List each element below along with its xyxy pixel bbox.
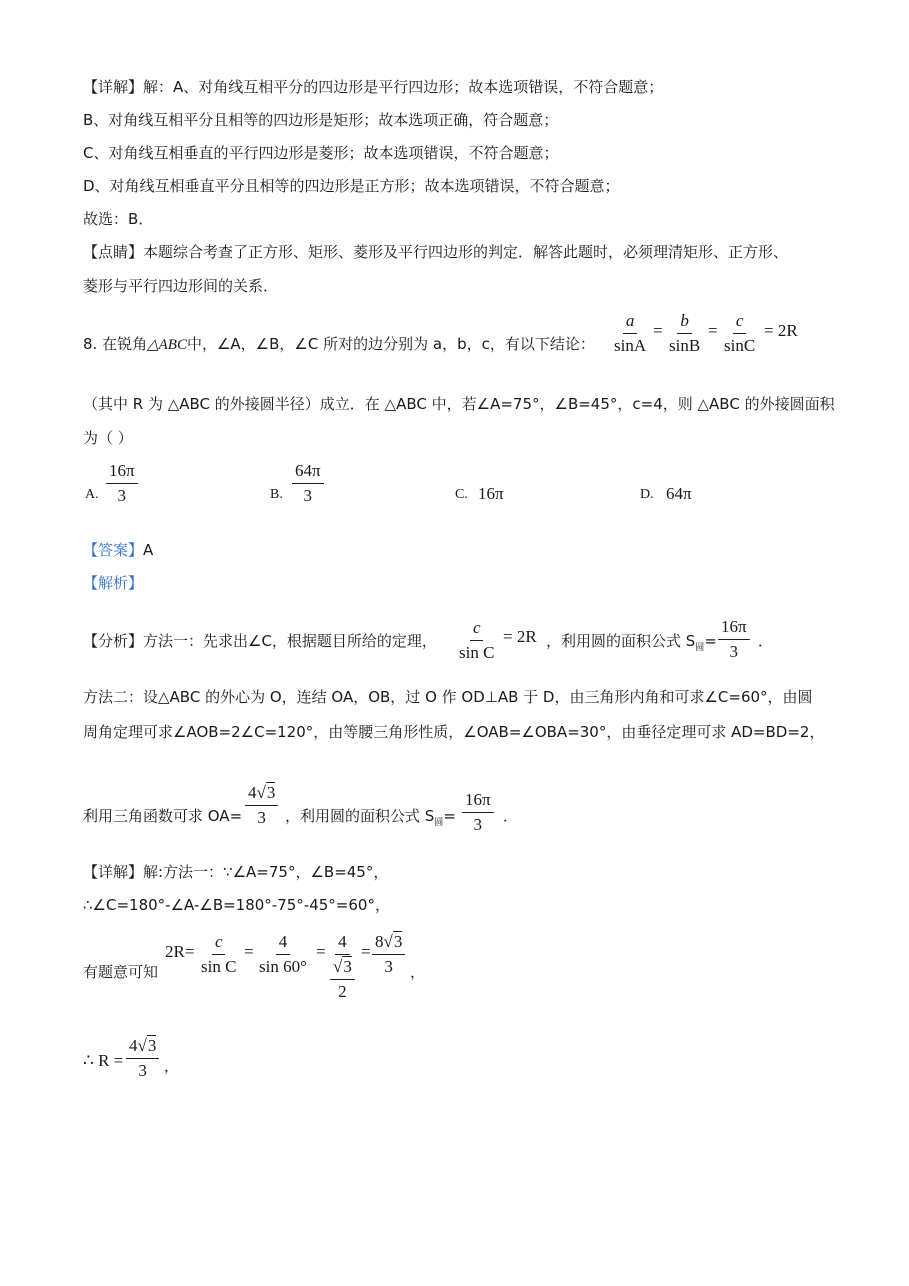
option-a-value bbox=[106, 461, 138, 506]
detail-eq-3: = bbox=[361, 942, 371, 961]
equals-2r: = 2R bbox=[764, 321, 798, 340]
analysis-oa-rad: 3 bbox=[266, 783, 276, 802]
detail-r-rad: 3 bbox=[147, 1036, 157, 1055]
question-line-2: （其中 R 为 △ABC 的外接圆半径）成立．在 △ABC 中，若∠A=75°，∠B=45°，c=4，则 △ABC 的外接圆面积 bbox=[83, 395, 835, 413]
detail-r-den: 3 bbox=[138, 1061, 147, 1080]
option-b-den: 3 bbox=[303, 486, 313, 505]
detail-line-2: ∴∠C=180°-∠A-∠B=180°-75°-45°=60°， bbox=[83, 896, 390, 914]
question-stem bbox=[83, 334, 595, 355]
question-stem-text: 中，∠A，∠B，∠C 所对的边分别为 a，b，c，有以下结论： bbox=[186, 335, 595, 353]
ratio-c bbox=[721, 311, 758, 356]
analysis-area2-num: 16π bbox=[462, 790, 494, 813]
analysis-area-text: ，利用圆的面积公式 S bbox=[546, 632, 696, 650]
detail-2r: 2R= bbox=[165, 942, 195, 961]
analysis-oa-den: 3 bbox=[257, 808, 266, 827]
detail-f3-rad: 3 bbox=[343, 957, 352, 976]
detail-l3-end: ， bbox=[410, 963, 426, 981]
analysis-area2-value bbox=[462, 790, 494, 835]
ratio-c-num: c bbox=[733, 311, 747, 334]
answer-line bbox=[83, 540, 153, 560]
detail-eq-1: = bbox=[244, 942, 254, 961]
option-b-num: 64π bbox=[292, 461, 324, 484]
option-b-value bbox=[292, 461, 324, 506]
analysis-area-num: 16π bbox=[718, 617, 750, 640]
ratio-a-den: sinA bbox=[614, 336, 647, 355]
detail-line-3-label: 有题意可知 bbox=[83, 963, 159, 981]
detail-c-over-sinc bbox=[198, 932, 239, 977]
detail-line-1: 【详解】解:方法一：∵∠A=75°，∠B=45°， bbox=[83, 863, 389, 881]
answer-tag: 【答案】 bbox=[83, 541, 144, 559]
answer-value: A bbox=[143, 541, 154, 559]
analysis-area2-eq: = bbox=[443, 807, 456, 825]
analysis-c-over-sinc bbox=[456, 618, 497, 663]
option-a-label: A. bbox=[85, 487, 99, 502]
analysis-method-2-line-2: 周角定理可求∠AOB=2∠C=120°，由等腰三角形性质，∠OAB=∠OBA=30°，由垂径定理可求 AD=BD=2， bbox=[83, 723, 825, 741]
prev-comment-line-1: 【点睛】本题综合考查了正方形、矩形、菱形及平行四边形的判定．解答此题时，必须理清矩形、正方形、 bbox=[83, 243, 789, 261]
analysis-area-eq: = bbox=[704, 632, 717, 650]
detail-f2-den: sin 60° bbox=[259, 957, 307, 976]
detail-f3-den: √3 bbox=[330, 955, 355, 980]
detail-f4-rad: 3 bbox=[393, 932, 403, 951]
triangle-label: △ABC bbox=[147, 337, 187, 353]
question-line-3: 为（ ） bbox=[83, 429, 133, 447]
analysis-oa-text: 利用三角函数可求 OA= bbox=[83, 807, 243, 825]
equals-2: = bbox=[708, 321, 718, 340]
ratio-b-den: sinB bbox=[669, 336, 701, 355]
option-c-label: C. bbox=[455, 487, 468, 502]
detail-4-over-root3-half bbox=[330, 932, 355, 1002]
ratio-c-den: sinC bbox=[724, 336, 756, 355]
analysis-tag: 【解析】 bbox=[83, 574, 144, 592]
analysis-area-den: 3 bbox=[729, 642, 739, 661]
analysis-area2-text: ，利用圆的面积公式 S bbox=[285, 807, 435, 825]
detail-f3-num: 4 bbox=[335, 932, 350, 955]
detail-4-over-sin60 bbox=[256, 932, 310, 977]
option-c-value: 16π bbox=[478, 484, 504, 503]
equals-1: = bbox=[653, 321, 663, 340]
analysis-p1-end: ． bbox=[758, 632, 774, 650]
option-a-den: 3 bbox=[117, 486, 127, 505]
analysis-p3-end: ． bbox=[503, 807, 519, 825]
prev-solution-line-4: D、对角线互相垂直平分且相等的四边形是正方形；故本选项错误，不符合题意； bbox=[83, 177, 620, 195]
analysis-area2-sub: 圆 bbox=[434, 818, 444, 828]
detail-8root3-over-3 bbox=[372, 932, 405, 977]
ratio-a bbox=[611, 311, 649, 356]
option-d-label: D. bbox=[640, 487, 654, 502]
analysis-area-sub: 圆 bbox=[695, 643, 705, 653]
detail-f3-under: 2 bbox=[338, 982, 347, 1001]
prev-solution-line-3: C、对角线互相垂直的平行四边形是菱形；故本选项错误，不符合题意； bbox=[83, 144, 559, 162]
prev-solution-answer: 故选：B． bbox=[83, 210, 154, 228]
analysis-oa-value bbox=[245, 783, 278, 828]
detail-f4-num: 8√3 bbox=[372, 932, 405, 955]
option-d-value: 64π bbox=[666, 484, 692, 503]
analysis-oa-num: 4√3 bbox=[245, 783, 278, 806]
analysis-area-value bbox=[718, 617, 750, 662]
ratio-a-num: a bbox=[623, 311, 638, 334]
detail-f2-num: 4 bbox=[276, 932, 291, 955]
prev-solution-line-1: 【详解】解：A、对角线互相平分的四边形是平行四边形；故本选项错误，不符合题意； bbox=[83, 78, 664, 96]
option-a-num: 16π bbox=[106, 461, 138, 484]
analysis-area2-den: 3 bbox=[473, 815, 483, 834]
analysis-eq-2r: = 2R bbox=[503, 627, 537, 646]
analysis-oa-coef: 4 bbox=[248, 783, 257, 802]
detail-f4-coef: 8 bbox=[375, 932, 384, 951]
detail-f4-den: 3 bbox=[384, 957, 393, 976]
ratio-b bbox=[666, 311, 703, 356]
detail-f1-den: sin C bbox=[201, 957, 237, 976]
ratio-b-num: b bbox=[677, 311, 692, 334]
analysis-method-1: 【分析】方法一：先求出∠C，根据题目所给的定理， bbox=[83, 632, 437, 650]
question-number: 8. 在锐角 bbox=[83, 335, 148, 353]
detail-r-value bbox=[126, 1036, 159, 1081]
analysis-method-2-line-1: 方法二：设△ABC 的外心为 O，连结 OA，OB，过 O 作 OD⊥AB 于 D，由三角形内角和可求∠C=60°，由圆 bbox=[83, 688, 813, 706]
analysis-c-num: c bbox=[470, 618, 484, 641]
detail-l4-end: ， bbox=[164, 1057, 180, 1075]
analysis-c-den: sin C bbox=[459, 643, 495, 662]
option-b-label: B. bbox=[270, 487, 283, 502]
analysis-area-formula bbox=[546, 631, 717, 658]
detail-r-coef: 4 bbox=[129, 1036, 138, 1055]
prev-solution-line-2: B、对角线互相平分且相等的四边形是矩形；故本选项正确，符合题意； bbox=[83, 111, 559, 129]
detail-eq-2: = bbox=[316, 942, 326, 961]
prev-comment-line-2: 菱形与平行四边形间的关系． bbox=[83, 277, 279, 295]
analysis-area-formula-2 bbox=[285, 806, 456, 833]
detail-r-lhs: ∴ R = bbox=[83, 1051, 124, 1070]
detail-r-num: 4√3 bbox=[126, 1036, 159, 1059]
detail-f1-num: c bbox=[212, 932, 226, 955]
